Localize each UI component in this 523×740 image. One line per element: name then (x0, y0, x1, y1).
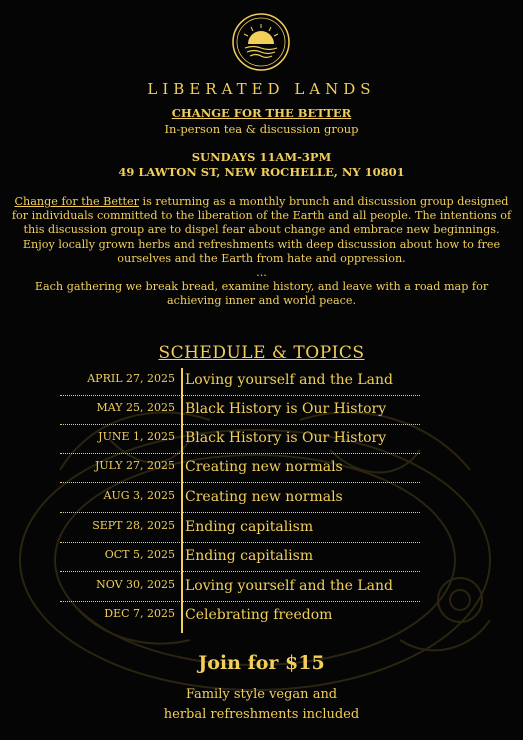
schedule-topic: Black History is Our History (185, 401, 387, 417)
event-title: CHANGE FOR THE BETTER (171, 106, 352, 120)
description-separator: ... (256, 266, 267, 280)
price-perks (0, 685, 523, 725)
schedule-topic: Black History is Our History (185, 430, 387, 446)
row-divider (60, 512, 420, 513)
event-address: 49 LAWTON ST, NEW ROCHELLE, NY 10801 (118, 165, 405, 179)
schedule-table (60, 368, 420, 633)
schedule-date: AUG 3, 2025 (103, 489, 175, 502)
schedule-date: APRIL 27, 2025 (87, 372, 175, 385)
row-divider (60, 601, 420, 602)
schedule-row (60, 603, 420, 631)
schedule-row (60, 397, 420, 425)
schedule-row (60, 455, 420, 483)
row-divider (60, 542, 420, 543)
schedule-date: OCT 5, 2025 (104, 548, 175, 561)
schedule-date: JUNE 1, 2025 (98, 430, 175, 443)
schedule-date: NOV 30, 2025 (96, 578, 175, 591)
schedule-row (60, 368, 420, 396)
description-lead: Change for the Better (14, 195, 139, 208)
brand-name: LIBERATED LANDS (147, 80, 376, 98)
event-description (10, 195, 513, 309)
row-divider (60, 424, 420, 425)
schedule-row (60, 544, 420, 572)
sunrise-over-water-logo-icon (231, 12, 291, 72)
schedule-topic: Ending capitalism (185, 519, 314, 535)
event-when-where (0, 150, 523, 180)
row-divider (60, 395, 420, 396)
perks-line-1: Family style vegan and (185, 687, 338, 702)
schedule-heading: SCHEDULE & TOPICS (158, 343, 365, 363)
schedule-date: DEC 7, 2025 (104, 607, 175, 620)
schedule-topic: Creating new normals (185, 459, 343, 475)
perks-line-2: herbal refreshments included (163, 707, 360, 722)
schedule-topic: Creating new normals (185, 489, 343, 505)
schedule-date: SEPT 28, 2025 (92, 519, 175, 532)
price-headline: Join for $15 (198, 652, 325, 674)
schedule-topic: Loving yourself and the Land (185, 578, 393, 594)
schedule-row (60, 426, 420, 454)
schedule-row (60, 574, 420, 602)
description-body: is returning as a monthly brunch and discussion group designed for individuals committed to the liberation of the Earth and all people. The intentions of this discussion group are to dispel fear about change and embrace new beginnings. Enjoy locally grown herbs and refreshments with deep discussion about how to free ourselves and the Earth from hate and oppression. (11, 195, 512, 265)
schedule-row (60, 515, 420, 543)
schedule-topic: Loving yourself and the Land (185, 372, 393, 388)
schedule-topic: Celebrating freedom (185, 607, 333, 623)
row-divider (60, 453, 420, 454)
schedule-date: JULY 27, 2025 (94, 459, 175, 472)
description-closing: Each gathering we break bread, examine history, and leave with a road map for achieving inner and world peace. (34, 280, 489, 308)
schedule-topic: Ending capitalism (185, 548, 314, 564)
event-time: SUNDAYS 11AM-3PM (191, 150, 332, 164)
schedule-row (60, 485, 420, 513)
schedule-date: MAY 25, 2025 (96, 401, 175, 414)
row-divider (60, 571, 420, 572)
event-tagline: In-person tea & discussion group (164, 122, 359, 136)
row-divider (60, 482, 420, 483)
